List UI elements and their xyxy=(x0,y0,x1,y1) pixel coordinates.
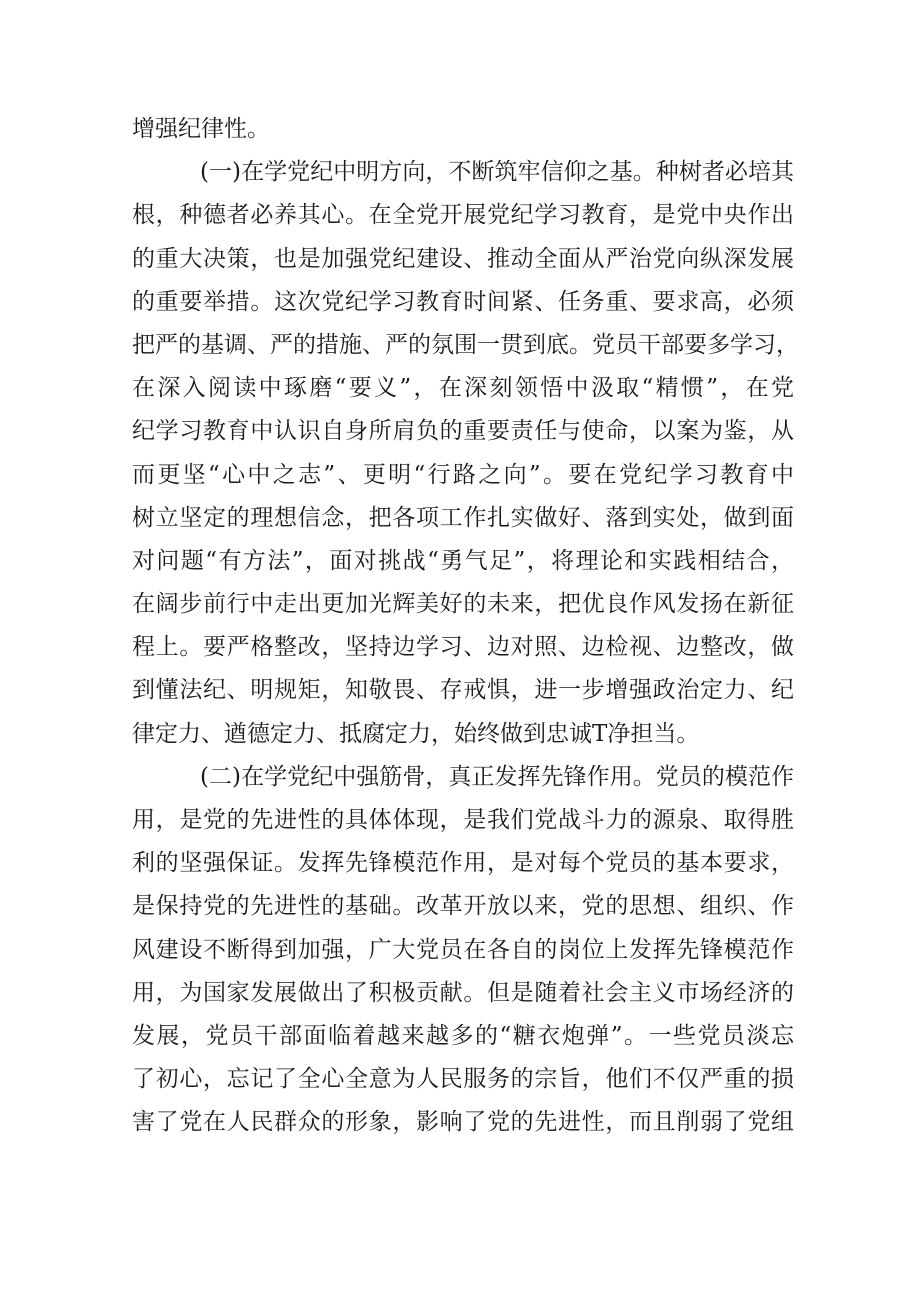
text-line: 用，为国家发展做出了积极贡献。但是随着社会主义市场经济的 xyxy=(132,979,794,1006)
text-line: 是保持党的先进性的基础。改革开放以来，党的思想、组织、作 xyxy=(132,893,794,920)
text-line: 在阔步前行中走出更加光辉美好的未来，把优良作风发扬在新征 xyxy=(132,591,794,618)
document-body xyxy=(132,108,799,1145)
text-line: 风建设不断得到加强，广大党员在各自的岗位上发挥先锋模范作 xyxy=(132,936,794,963)
text-line: (二)在学党纪中强筋骨，真正发挥先锋作用。党员的模范作 xyxy=(200,763,794,790)
text-line: 的重大决策，也是加强党纪建设、推动全面从严治党向纵深发展 xyxy=(132,245,794,272)
text-line: 到懂法纪、明规矩，知敬畏、存戒惧，进一步增强政治定力、纪 xyxy=(132,677,794,704)
text-line: 害了党在人民群众的形象，影响了党的先进性，而且削弱了党组 xyxy=(132,1109,794,1136)
text-line: 树立坚定的理想信念，把各项工作扎实做好、落到实处，做到面 xyxy=(132,504,794,531)
text-line: 律定力、遒德定力、抵腐定力，始终做到忠诚T净担当。 xyxy=(132,720,700,747)
text-line: 对问题“有方法”，面对挑战“勇气足”，将理论和实践相结合， xyxy=(132,547,794,574)
text-line: 增强纪律性。 xyxy=(132,116,270,142)
text-line: 根，种德者必养其心。在全党开展党纪学习教育，是党中央作出 xyxy=(132,202,794,229)
paragraph xyxy=(132,756,794,1145)
text-line: (一)在学党纪中明方向，不断筑牢信仰之基。种树者必培其 xyxy=(200,159,794,186)
text-line: 了初心，忘记了全心全意为人民服务的宗旨，他们不仅严重的损 xyxy=(132,1066,794,1093)
paragraph xyxy=(132,151,799,756)
text-line: 程上。要严格整改，坚持边学习、边对照、边检视、边整改，做 xyxy=(132,634,794,661)
text-line: 而更坚“心中之志”、更明“行路之向”。要在党纪学习教育中 xyxy=(132,461,794,488)
text-line: 把严的基调、严的措施、严的氛围一贯到底。党员干部要多学习， xyxy=(132,331,799,358)
text-line: 用，是党的先进性的具体体现，是我们党战斗力的源泉、取得胜 xyxy=(132,807,794,833)
text-line: 在深入阅读中琢磨“要义”，在深刻领悟中汲取“精惯”，在党 xyxy=(132,375,794,402)
text-line: 利的坚强保证。发挥先锋模范作用，是对每个党员的基本要求， xyxy=(132,850,794,877)
text-line: 纪学习教育中认识自身所肩负的重要责任与使命，以案为鉴，从 xyxy=(132,418,794,445)
paragraph xyxy=(132,108,794,151)
text-line: 的重要举措。这次党纪学习教育时间紧、任务重、要求高，必须 xyxy=(132,288,794,315)
text-line: 发展，党员干部面临着越来越多的“糖衣炮弹”。一些党员淡忘 xyxy=(132,1022,794,1049)
